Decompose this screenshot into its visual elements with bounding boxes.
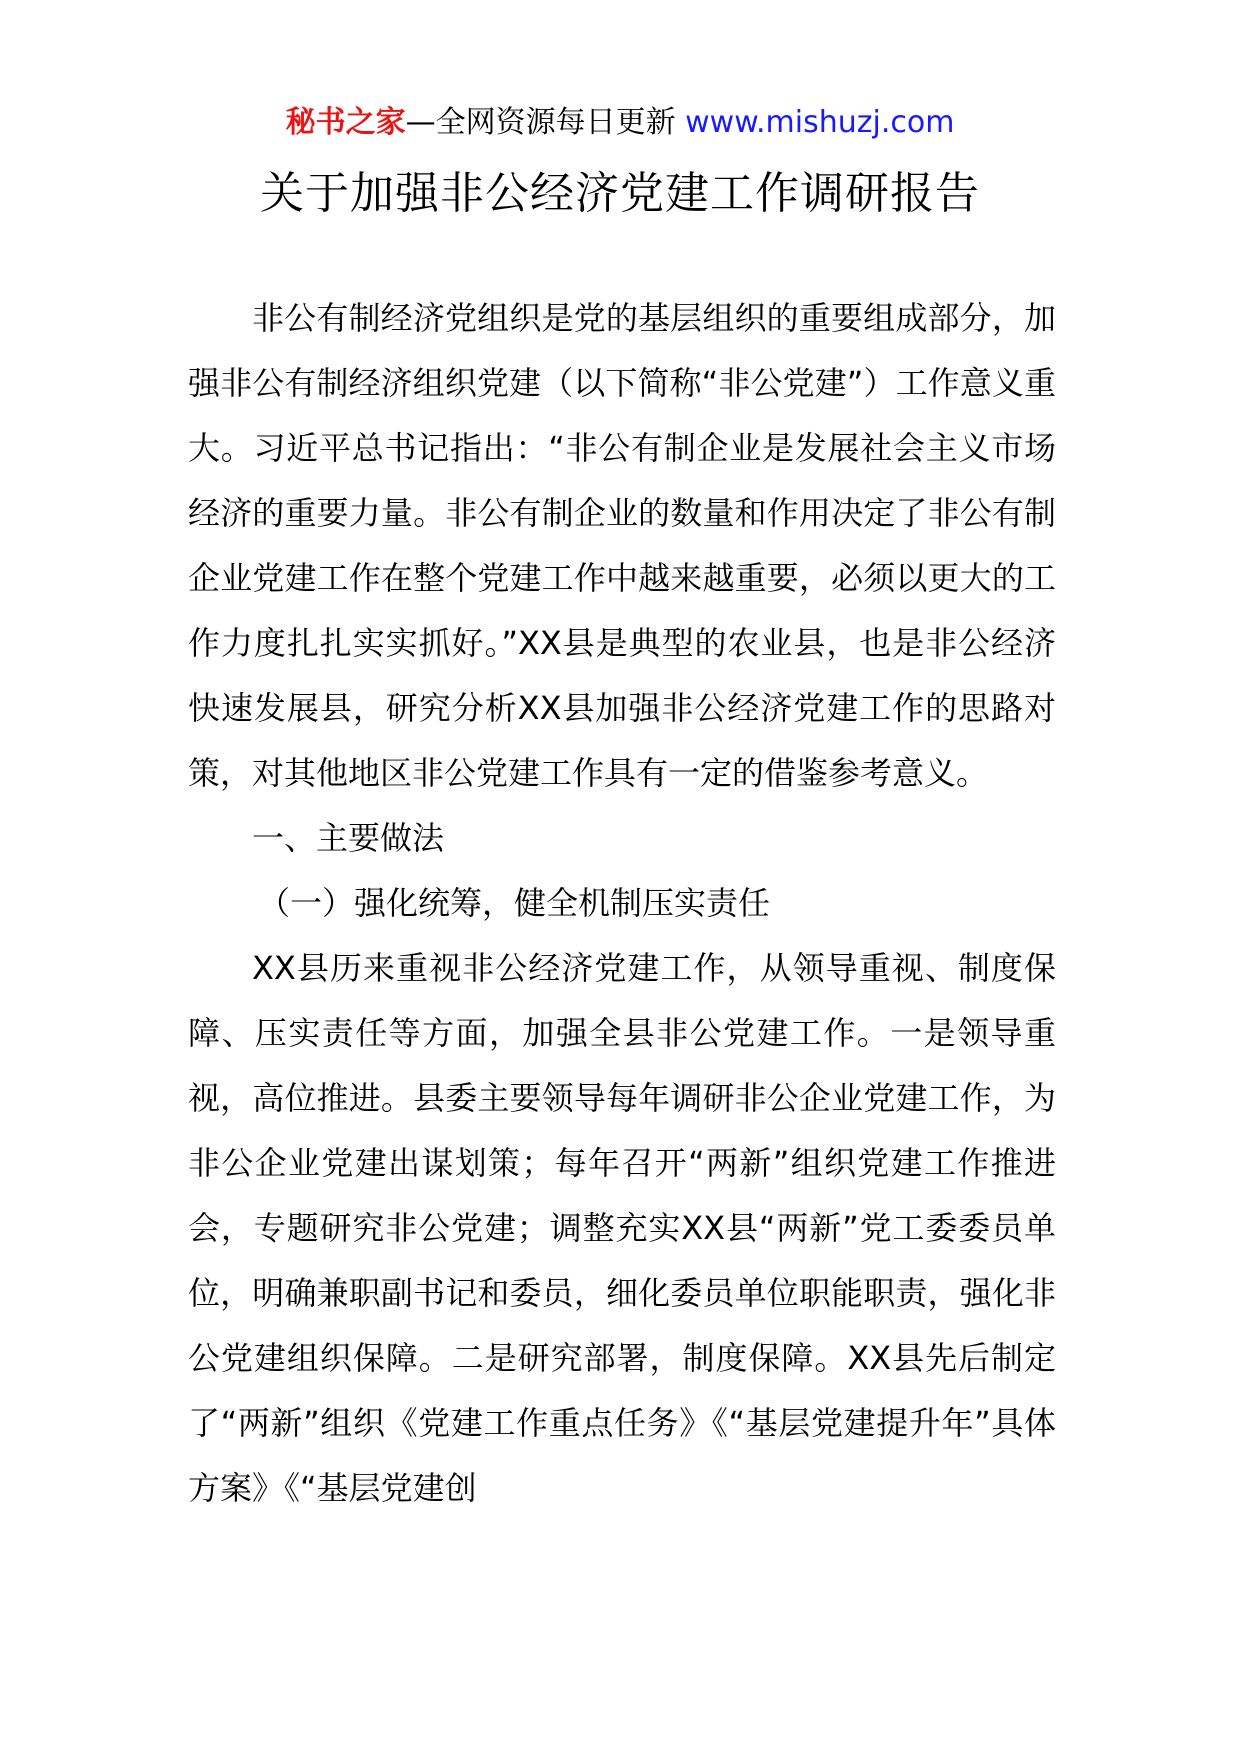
site-url-link[interactable]: www.mishuzj.com <box>685 105 955 140</box>
intro-paragraph: 非公有制经济党组织是党的基层组织的重要组成部分，加强非公有制经济组织党建（以下简称“非公党建”）工作意义重大。习近平总书记指出：“非公有制企业是发展社会主义市场经济的重要力量。非公有制企业的数量和作用决定了非公有制企业党建工作在整个党建工作中越来越重要，必须以更大的工作力度扎扎实实抓好。”XX县是典型的农业县，也是非公经济快速发展县，研究分析XX县加强非公经济党建工作的思路对策，对其他地区非公党建工作具有一定的借鉴参考意义。 <box>188 299 1056 792</box>
site-header <box>0 100 1240 146</box>
body-paragraph: XX县历来重视非公经济党建工作，从领导重视、制度保障、压实责任等方面，加强全县非公党建工作。一是领导重视，高位推进。县委主要领导每年调研非公企业党建工作，为非公企业党建出谋划策；每年召开“两新”组织党建工作推进会，专题研究非公党建；调整充实XX县“两新”党工委委员单位，明确兼职副书记和委员，细化委员单位职能职责，强化非公党建组织保障。二是研究部署，制度保障。XX县先后制定了“两新”组织《党建工作重点任务》《“基层党建提升年”具体方案》《“基层党建创 <box>188 949 1056 1507</box>
section-heading: 一、主要做法 <box>252 819 445 857</box>
site-brand: 秘书之家 <box>285 105 406 140</box>
document-title: 关于加强非公经济党建工作调研报告 <box>260 168 980 219</box>
document-body <box>188 286 1056 1521</box>
subsection-heading: （一）强化统筹，健全机制压实责任 <box>258 884 771 922</box>
site-slogan: —全网资源每日更新 <box>405 105 686 140</box>
